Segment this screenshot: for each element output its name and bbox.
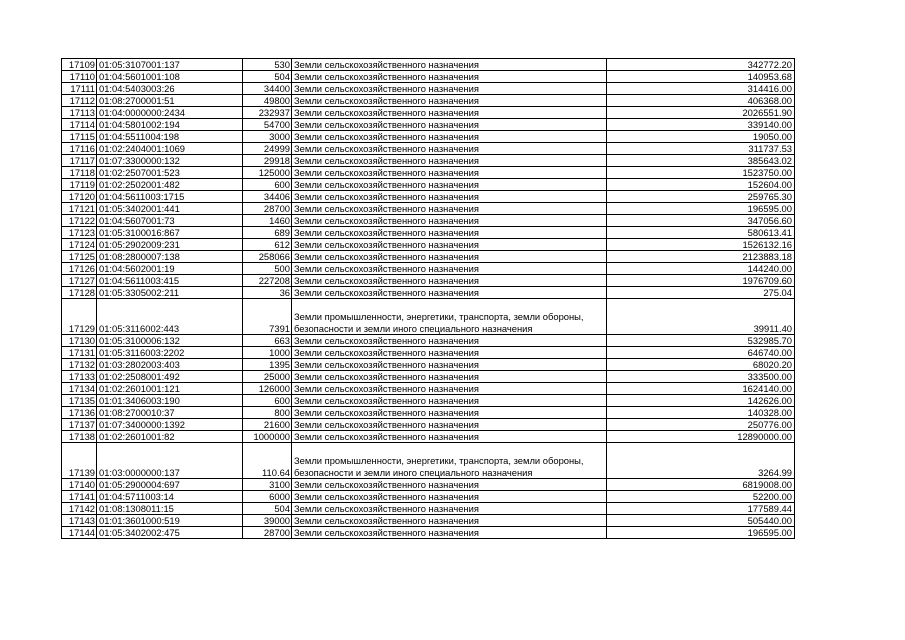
row-number-cell: 17135 [62,395,97,407]
table-row [62,107,795,119]
area-cell: 39000 [243,515,292,527]
row-number-cell: 17139 [62,443,97,479]
area-cell: 612 [243,239,292,251]
area-cell: 600 [243,179,292,191]
land-category-cell: Земли сельскохозяйственного назначения [292,167,607,179]
cadastral-value-cell: 68020.20 [607,359,795,371]
cadastral-number-cell: 01:04:5607001:73 [97,215,243,227]
table-row [62,239,795,251]
land-category-cell: Земли сельскохозяйственного назначения [292,275,607,287]
table-row [62,179,795,191]
area-cell: 24999 [243,143,292,155]
land-category-cell: Земли сельскохозяйственного назначения [292,131,607,143]
cadastral-number-cell: 01:08:2700010:37 [97,407,243,419]
cadastral-number-cell: 01:02:2502001:482 [97,179,243,191]
table-row [62,167,795,179]
cadastral-number-cell: 01:04:5601001:108 [97,71,243,83]
cadastral-value-cell: 3264.99 [607,443,795,479]
area-cell: 3100 [243,479,292,491]
cadastral-value-cell: 1523750.00 [607,167,795,179]
row-number-cell: 17121 [62,203,97,215]
area-cell: 36 [243,287,292,299]
row-number-cell: 17124 [62,239,97,251]
land-category-cell: Земли сельскохозяйственного назначения [292,515,607,527]
table-row [62,203,795,215]
area-cell: 125000 [243,167,292,179]
area-cell: 6000 [243,491,292,503]
land-category-cell: Земли сельскохозяйственного назначения [292,119,607,131]
table-row [62,383,795,395]
row-number-cell: 17129 [62,299,97,335]
table-row [62,491,795,503]
table-row [62,431,795,443]
table-row [62,503,795,515]
cadastral-number-cell: 01:03:2802003:403 [97,359,243,371]
cadastral-value-cell: 144240.00 [607,263,795,275]
land-category-cell: Земли промышленности, энергетики, транспорта, земли обороны, безопасности и земли иного специального назначения [292,299,607,335]
row-number-cell: 17131 [62,347,97,359]
cadastral-value-cell: 39911.40 [607,299,795,335]
land-category-cell: Земли сельскохозяйственного назначения [292,527,607,539]
cadastral-number-cell: 01:02:2507001:523 [97,167,243,179]
cadastral-value-cell: 142626.00 [607,395,795,407]
table-row [62,155,795,167]
table-body [62,59,795,539]
cadastral-number-cell: 01:08:2700001:51 [97,95,243,107]
cadastral-value-cell: 1526132.16 [607,239,795,251]
cadastral-value-cell: 580613.41 [607,227,795,239]
table-row [62,479,795,491]
land-category-cell: Земли сельскохозяйственного назначения [292,383,607,395]
land-category-cell: Земли сельскохозяйственного назначения [292,155,607,167]
table-row [62,59,795,71]
land-category-cell: Земли сельскохозяйственного назначения [292,191,607,203]
land-category-cell: Земли сельскохозяйственного назначения [292,407,607,419]
cadastral-value-cell: 2123883.18 [607,251,795,263]
table-row [62,263,795,275]
cadastral-value-cell: 52200.00 [607,491,795,503]
row-number-cell: 17140 [62,479,97,491]
land-category-cell: Земли сельскохозяйственного назначения [292,239,607,251]
cadastral-number-cell: 01:05:2902009:231 [97,239,243,251]
area-cell: 21600 [243,419,292,431]
row-number-cell: 17127 [62,275,97,287]
area-cell: 28700 [243,527,292,539]
cadastral-value-cell: 385643.02 [607,155,795,167]
cadastral-number-cell: 01:02:2601001:82 [97,431,243,443]
area-cell: 689 [243,227,292,239]
cadastral-value-cell: 12890000.00 [607,431,795,443]
row-number-cell: 17141 [62,491,97,503]
cadastral-number-cell: 01:05:3116003:2202 [97,347,243,359]
cadastral-number-cell: 01:04:5801002:194 [97,119,243,131]
area-cell: 34400 [243,83,292,95]
table-row [62,359,795,371]
cadastral-value-cell: 259765.30 [607,191,795,203]
row-number-cell: 17111 [62,83,97,95]
land-category-cell: Земли сельскохозяйственного назначения [292,479,607,491]
table-row [62,251,795,263]
land-category-cell: Земли сельскохозяйственного назначения [292,395,607,407]
table-row [62,83,795,95]
cadastral-number-cell: 01:05:3100006:132 [97,335,243,347]
area-cell: 126000 [243,383,292,395]
cadastral-value-cell: 19050.00 [607,131,795,143]
land-category-cell: Земли сельскохозяйственного назначения [292,335,607,347]
land-category-cell: Земли промышленности, энергетики, транспорта, земли обороны, безопасности и земли иного специального назначения [292,443,607,479]
cadastral-number-cell: 01:05:3100016:867 [97,227,243,239]
row-number-cell: 17109 [62,59,97,71]
area-cell: 232937 [243,107,292,119]
row-number-cell: 17138 [62,431,97,443]
table-row [62,515,795,527]
cadastral-number-cell: 01:02:2601001:121 [97,383,243,395]
cadastral-value-cell: 177589.44 [607,503,795,515]
cadastral-value-cell: 342772.20 [607,59,795,71]
land-category-cell: Земли сельскохозяйственного назначения [292,143,607,155]
table-row [62,215,795,227]
table-row [62,143,795,155]
cadastral-number-cell: 01:02:2508001:492 [97,371,243,383]
table-row [62,119,795,131]
area-cell: 25000 [243,371,292,383]
table-row [62,275,795,287]
land-category-cell: Земли сельскохозяйственного назначения [292,287,607,299]
area-cell: 7391 [243,299,292,335]
cadastral-number-cell: 01:01:3601000:519 [97,515,243,527]
row-number-cell: 17133 [62,371,97,383]
cadastral-number-cell: 01:04:0000000:2434 [97,107,243,119]
land-category-cell: Земли сельскохозяйственного назначения [292,263,607,275]
row-number-cell: 17116 [62,143,97,155]
cadastral-number-cell: 01:08:2800007:138 [97,251,243,263]
land-plots-table [61,58,795,539]
cadastral-number-cell: 01:02:2404001:1069 [97,143,243,155]
cadastral-number-cell: 01:07:3400000:1392 [97,419,243,431]
row-number-cell: 17128 [62,287,97,299]
table-row [62,95,795,107]
land-category-cell: Земли сельскохозяйственного назначения [292,107,607,119]
land-category-cell: Земли сельскохозяйственного назначения [292,215,607,227]
cadastral-number-cell: 01:05:3402002:475 [97,527,243,539]
row-number-cell: 17110 [62,71,97,83]
area-cell: 600 [243,395,292,407]
row-number-cell: 17118 [62,167,97,179]
cadastral-value-cell: 196595.00 [607,203,795,215]
area-cell: 110.64 [243,443,292,479]
cadastral-number-cell: 01:05:3402001:441 [97,203,243,215]
table-row [62,71,795,83]
table-row [62,371,795,383]
row-number-cell: 17113 [62,107,97,119]
table-row [62,395,795,407]
table-row [62,443,795,479]
table-row [62,419,795,431]
area-cell: 800 [243,407,292,419]
area-cell: 530 [243,59,292,71]
cadastral-value-cell: 314416.00 [607,83,795,95]
cadastral-number-cell: 01:04:5611003:1715 [97,191,243,203]
cadastral-number-cell: 01:04:5611003:415 [97,275,243,287]
row-number-cell: 17126 [62,263,97,275]
area-cell: 500 [243,263,292,275]
row-number-cell: 17115 [62,131,97,143]
area-cell: 54700 [243,119,292,131]
area-cell: 1000000 [243,431,292,443]
cadastral-number-cell: 01:04:5511004:198 [97,131,243,143]
row-number-cell: 17144 [62,527,97,539]
area-cell: 1460 [243,215,292,227]
row-number-cell: 17122 [62,215,97,227]
area-cell: 1395 [243,359,292,371]
land-category-cell: Земли сельскохозяйственного назначения [292,251,607,263]
cadastral-number-cell: 01:05:3305002:211 [97,287,243,299]
cadastral-number-cell: 01:04:5602001:19 [97,263,243,275]
land-category-cell: Земли сельскохозяйственного назначения [292,431,607,443]
land-category-cell: Земли сельскохозяйственного назначения [292,179,607,191]
cadastral-value-cell: 333500.00 [607,371,795,383]
cadastral-value-cell: 646740.00 [607,347,795,359]
row-number-cell: 17117 [62,155,97,167]
area-cell: 258066 [243,251,292,263]
cadastral-number-cell: 01:03:0000000:137 [97,443,243,479]
cadastral-value-cell: 6819008.00 [607,479,795,491]
land-category-cell: Земли сельскохозяйственного назначения [292,347,607,359]
cadastral-value-cell: 406368.00 [607,95,795,107]
row-number-cell: 17143 [62,515,97,527]
row-number-cell: 17123 [62,227,97,239]
table-row [62,191,795,203]
cadastral-value-cell: 250776.00 [607,419,795,431]
cadastral-number-cell: 01:08:1308011:15 [97,503,243,515]
land-category-cell: Земли сельскохозяйственного назначения [292,95,607,107]
cadastral-value-cell: 347056.60 [607,215,795,227]
cadastral-value-cell: 532985.70 [607,335,795,347]
area-cell: 49800 [243,95,292,107]
land-category-cell: Земли сельскохозяйственного назначения [292,203,607,215]
land-category-cell: Земли сельскохозяйственного назначения [292,491,607,503]
cadastral-value-cell: 275.04 [607,287,795,299]
table-row [62,347,795,359]
table-row [62,527,795,539]
cadastral-value-cell: 140953.68 [607,71,795,83]
cadastral-value-cell: 196595.00 [607,527,795,539]
row-number-cell: 17132 [62,359,97,371]
table-row [62,299,795,335]
cadastral-value-cell: 311737.53 [607,143,795,155]
land-category-cell: Земли сельскохозяйственного назначения [292,503,607,515]
land-category-cell: Земли сельскохозяйственного назначения [292,419,607,431]
cadastral-number-cell: 01:05:3116002:443 [97,299,243,335]
cadastral-number-cell: 01:07:3300000:132 [97,155,243,167]
cadastral-value-cell: 140328.00 [607,407,795,419]
area-cell: 663 [243,335,292,347]
table-row [62,287,795,299]
row-number-cell: 17125 [62,251,97,263]
land-category-cell: Земли сельскохозяйственного назначения [292,227,607,239]
row-number-cell: 17114 [62,119,97,131]
row-number-cell: 17119 [62,179,97,191]
area-cell: 29918 [243,155,292,167]
land-category-cell: Земли сельскохозяйственного назначения [292,359,607,371]
area-cell: 504 [243,503,292,515]
cadastral-number-cell: 01:01:3406003:190 [97,395,243,407]
cadastral-value-cell: 339140.00 [607,119,795,131]
row-number-cell: 17136 [62,407,97,419]
row-number-cell: 17137 [62,419,97,431]
row-number-cell: 17130 [62,335,97,347]
cadastral-value-cell: 1624140.00 [607,383,795,395]
table-row [62,335,795,347]
row-number-cell: 17120 [62,191,97,203]
land-category-cell: Земли сельскохозяйственного назначения [292,71,607,83]
row-number-cell: 17134 [62,383,97,395]
land-category-cell: Земли сельскохозяйственного назначения [292,59,607,71]
table-row [62,407,795,419]
table-row [62,227,795,239]
area-cell: 1000 [243,347,292,359]
area-cell: 3000 [243,131,292,143]
row-number-cell: 17112 [62,95,97,107]
area-cell: 28700 [243,203,292,215]
cadastral-value-cell: 152604.00 [607,179,795,191]
spreadsheet-page [61,58,795,539]
area-cell: 504 [243,71,292,83]
cadastral-number-cell: 01:04:5403003:26 [97,83,243,95]
cadastral-number-cell: 01:04:5711003:14 [97,491,243,503]
cadastral-value-cell: 1976709.60 [607,275,795,287]
cadastral-number-cell: 01:05:3107001:137 [97,59,243,71]
cadastral-number-cell: 01:05:2900004:697 [97,479,243,491]
cadastral-value-cell: 2026551.90 [607,107,795,119]
row-number-cell: 17142 [62,503,97,515]
land-category-cell: Земли сельскохозяйственного назначения [292,83,607,95]
cadastral-value-cell: 505440.00 [607,515,795,527]
area-cell: 34406 [243,191,292,203]
area-cell: 227208 [243,275,292,287]
table-row [62,131,795,143]
land-category-cell: Земли сельскохозяйственного назначения [292,371,607,383]
